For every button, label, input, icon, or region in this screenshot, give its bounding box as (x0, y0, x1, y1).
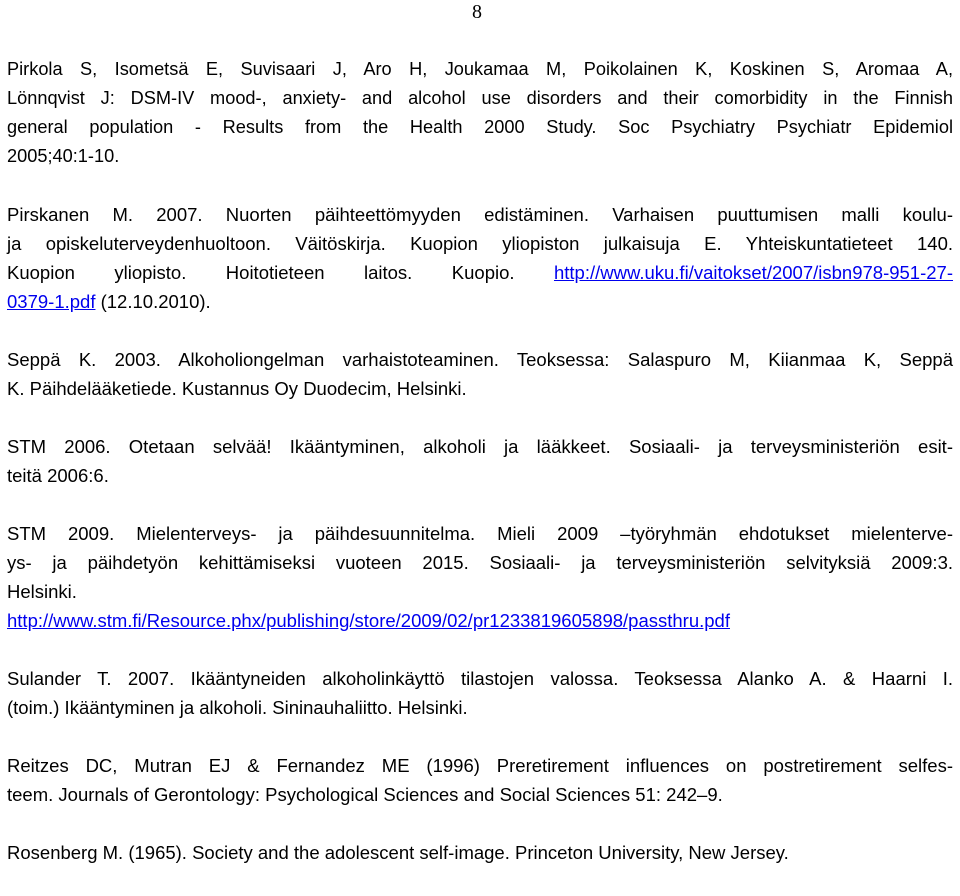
reference-line: Reitzes DC, Mutran EJ & Fernandez ME (1996) Preretirement influences on postretirement selfes- (7, 755, 953, 776)
reference-list (7, 55, 953, 896)
reference-line: ja opiskeluterveydenhuoltoon. Väitöskirja. Kuopion yliopiston julkaisuja E. Yhteiskuntatieteet 140. (7, 233, 953, 254)
reference-line: Pirkola S, Isometsä E, Suvisaari J, Aro H, Joukamaa M, Poikolainen K, Koskinen S, Aromaa A, (7, 59, 953, 79)
reference-line: general population - Results from the Health 2000 Study. Soc Psychiatry Psychiatr Epidemiol (7, 117, 953, 137)
reference-line: Rosenberg M. (1965). Society and the adolescent self-image. Princeton University, New Jersey. (7, 842, 789, 863)
reference-link[interactable]: http://www.uku.fi/vaitokset/2007/isbn978-951-27- (553, 262, 953, 283)
reference-link[interactable]: http://www.stm.fi/Resource.phx/publishing/store/2009/02/pr1233819605898/passthru.pdf (7, 610, 730, 631)
reference-line: 2005;40:1-10. (7, 146, 120, 166)
reference-sulander (7, 664, 953, 722)
reference-line: Helsinki. (7, 581, 77, 602)
reference-stm-2009 (7, 519, 953, 635)
reference-pirkola (7, 55, 953, 171)
reference-line: Seppä K. 2003. Alkoholiongelman varhaistoteaminen. Teoksessa: Salaspuro M, Kiianmaa K, Seppä (7, 349, 953, 370)
reference-line: teitä 2006:6. (7, 465, 109, 486)
reference-line: Sulander T. 2007. Ikääntyneiden alkoholinkäyttö tilastojen valossa. Teoksessa Alanko A. & Haarni I. (7, 668, 953, 689)
reference-line: ys- ja päihdetyön kehittämiseksi vuoteen 2015. Sosiaali- ja terveysministeriön selvityksiä 2009:3. (7, 552, 953, 573)
reference-line: STM 2006. Otetaan selvää! Ikääntyminen, alkoholi ja lääkkeet. Sosiaali- ja terveysministeriön esit- (7, 436, 953, 457)
page-number: 8 (472, 1, 482, 23)
reference-line: teem. Journals of Gerontology: Psychological Sciences and Social Sciences 51: 242–9. (7, 784, 723, 805)
reference-line: Lönnqvist J: DSM-IV mood-, anxiety- and alcohol use disorders and their comorbidity in the Finnish (7, 88, 953, 108)
reference-pirskanen (7, 200, 953, 316)
reference-rosenberg (7, 838, 953, 867)
reference-line: K. Päihdelääketiede. Kustannus Oy Duodecim, Helsinki. (7, 378, 467, 399)
reference-line: STM 2009. Mielenterveys- ja päihdesuunnitelma. Mieli 2009 –työryhmän ehdotukset mielenterve- (7, 523, 953, 544)
reference-line: (toim.) Ikääntyminen ja alkoholi. Sininauhaliitto. Helsinki. (7, 697, 468, 718)
reference-link-continued[interactable]: 0379-1.pdf (7, 291, 96, 312)
reference-line (7, 606, 953, 635)
access-date: (12.10.2010). (95, 291, 211, 312)
reference-text: Kuopion yliopisto. Hoitotieteen laitos. Kuopio. (7, 262, 554, 283)
reference-seppa (7, 345, 953, 403)
reference-reitzes (7, 751, 953, 809)
reference-line: Pirskanen M. 2007. Nuorten päihteettömyyden edistäminen. Varhaisen puuttumisen malli koulu- (7, 204, 953, 225)
reference-line (7, 287, 953, 316)
reference-stm-2006 (7, 432, 953, 490)
reference-line (7, 258, 953, 287)
